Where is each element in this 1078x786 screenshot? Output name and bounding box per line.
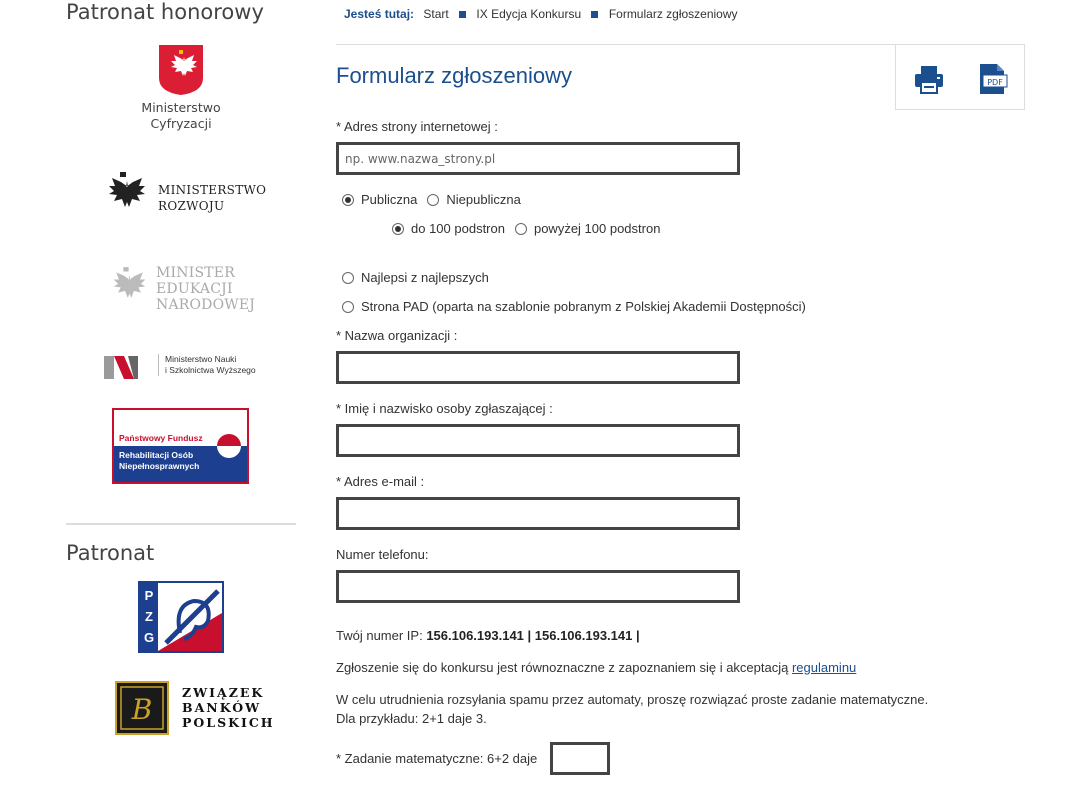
website-input[interactable] (336, 142, 740, 175)
logo-ministerstwo-rozwoju[interactable]: MINISTERSTWO ROZWOJU (158, 183, 267, 213)
category-option-best (342, 270, 499, 285)
radio-pad-label: Strona PAD (oparta na szablonie pobranym z Polskiej Akademii Dostępności) (361, 299, 806, 314)
pdf-button[interactable] (976, 63, 1008, 95)
ip-line (336, 627, 640, 645)
tools-box (895, 44, 1025, 110)
name-label: * Imię i nazwisko osoby zgłaszającej : (336, 401, 553, 416)
radio-best-of-best-label: Najlepsi z najlepszych (361, 270, 489, 285)
phone-input[interactable] (336, 570, 740, 603)
website-label: * Adres strony internetowej : (336, 119, 498, 134)
radio-over-100[interactable] (515, 223, 527, 235)
eagle-icon (104, 266, 148, 314)
radio-best-of-best[interactable] (342, 272, 354, 284)
breadcrumb-separator-icon (591, 11, 598, 18)
zbp-monogram-icon (117, 683, 167, 733)
org-input[interactable] (336, 351, 740, 384)
type-radio-group (342, 192, 531, 207)
logo-cyfryzacja-text: Ministerstwo Cyfryzacji (141, 100, 221, 131)
svg-text:B: B (131, 693, 153, 726)
org-label: * Nazwa organizacji : (336, 328, 458, 343)
category-option-pad (342, 299, 816, 314)
email-input[interactable] (336, 497, 740, 530)
main-content (336, 0, 1036, 786)
terms-text: Zgłoszenie się do konkursu jest równoznaczne z zapoznaniem się i akceptacją (336, 660, 792, 675)
svg-text:PDF: PDF (987, 78, 1003, 87)
eagle-icon (98, 171, 148, 225)
radio-nonpublic[interactable] (427, 194, 439, 206)
pfron-circle-icon (217, 434, 241, 458)
honorary-patronage-heading: Patronat honorowy (66, 0, 264, 24)
pfron-subtitle: Rehabilitacji Osób Niepełnosprawnych (119, 450, 200, 471)
mnisw-mark-icon (104, 354, 144, 380)
radio-pad[interactable] (342, 301, 354, 313)
print-button[interactable] (913, 63, 945, 95)
sidebar (66, 0, 296, 786)
logo-ministerstwo-nauki[interactable]: Ministerstwo Nauki i Szkolnictwa Wyższego (158, 354, 256, 376)
terms-line (336, 659, 856, 677)
radio-over-100-label: powyżej 100 podstron (533, 221, 661, 236)
ip-value: 156.106.193.141 | 156.106.193.141 | (426, 628, 640, 643)
logo-pzg[interactable] (138, 581, 224, 653)
ip-prefix: Twój numer IP: (336, 628, 427, 643)
math-label: * Zadanie matematyczne: 6+2 daje (336, 751, 538, 766)
logo-zwiazek-bankow[interactable]: ZWIĄZEK BANKÓW POLSKICH (182, 685, 275, 730)
email-label: * Adres e-mail : (336, 474, 425, 489)
logo-ministerstwo-cyfryzacji[interactable] (116, 44, 246, 132)
breadcrumb-start[interactable]: Start (423, 7, 449, 21)
printer-icon (913, 63, 945, 95)
phone-label: Numer telefonu: (336, 547, 429, 562)
logo-pfron[interactable] (112, 408, 249, 484)
radio-nonpublic-label: Niepubliczna (446, 192, 521, 207)
page-title: Formularz zgłoszeniowy (336, 63, 572, 88)
breadcrumb-separator-icon (459, 11, 466, 18)
name-input[interactable] (336, 424, 740, 457)
breadcrumb (344, 7, 738, 21)
math-answer-input[interactable] (550, 742, 610, 775)
logo-zbp-mark (115, 681, 169, 735)
terms-link[interactable]: regulaminu (791, 660, 857, 675)
spam-notice-line1: W celu utrudnienia rozsyłania spamu przez automaty, proszę rozwiązać proste zadanie matematyczne. (336, 692, 929, 707)
radio-up-to-100[interactable] (392, 223, 404, 235)
breadcrumb-edition[interactable]: IX Edycja Konkursu (476, 7, 582, 21)
pdf-icon (976, 63, 1008, 95)
spam-notice-line2: Dla przykładu: 2+1 daje 3. (336, 711, 487, 726)
radio-up-to-100-label: do 100 podstron (411, 221, 505, 236)
patronage-heading: Patronat (66, 541, 155, 565)
radio-public-label: Publiczna (361, 192, 418, 207)
logo-minister-edukacji[interactable]: MINISTER EDUKACJI NARODOWEJ (156, 265, 256, 313)
breadcrumb-current: Formularz zgłoszeniowy (608, 7, 738, 21)
pzg-letters: PZG (143, 588, 155, 645)
pfron-title: Państwowy Fundusz (119, 433, 203, 443)
breadcrumb-prefix: Jesteś tutaj: (344, 7, 415, 21)
poland-eagle-icon (158, 44, 204, 96)
sidebar-divider (66, 523, 296, 525)
size-radio-group (392, 221, 670, 236)
radio-public[interactable] (342, 194, 354, 206)
